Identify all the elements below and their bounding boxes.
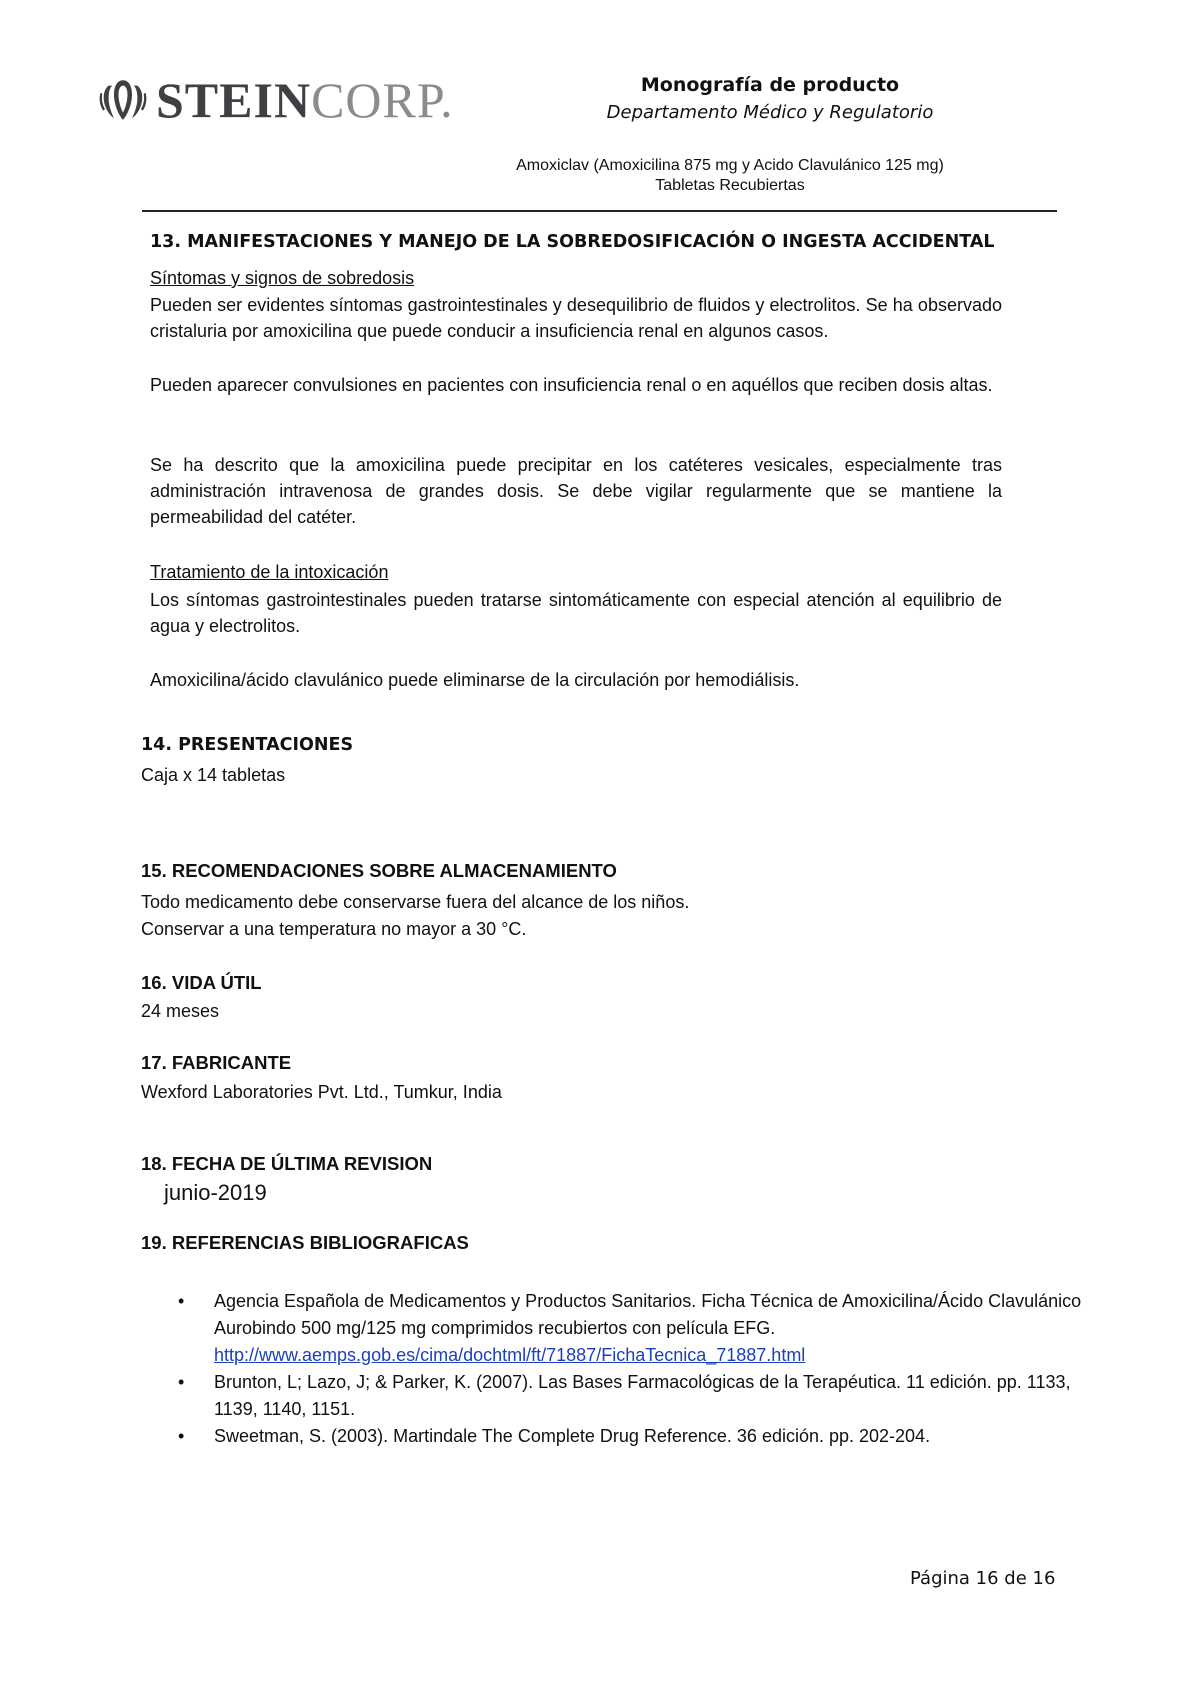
header-subtitle: Departamento Médico y Regulatorio [606,102,934,123]
reference-text: Agencia Española de Medicamentos y Productos Sanitarios. Ficha Técnica de Amoxicilina/Ácido Clavulánico Aurobindo 500 mg/125 mg comprimidos recubiertos con película EFG. [214,1291,1082,1338]
reference-text: Sweetman, S. (2003). Martindale The Complete Drug Reference. 36 edición. pp. 202-204. [214,1426,931,1446]
section-17-heading: 17. FABRICANTE [141,1052,292,1073]
references-list [178,1288,1098,1450]
logo-corp-text: CORP. [311,72,454,128]
section-13-paragraph-1: Pueden ser evidentes síntomas gastrointestinales y desequilibrio de fluidos y electrolitos. Se ha observado cristaluria por amoxicilina que puede conducir a insuficiencia renal en algunos casos. [150,295,1002,341]
section-14-heading: 14. PRESENTACIONES [141,735,354,755]
reference-link[interactable]: http://www.aemps.gob.es/cima/dochtml/ft/71887/FichaTecnica_71887.html [214,1345,806,1365]
logo-stein-text: STEIN [156,72,312,128]
product-form: Tabletas Recubiertas [655,177,805,194]
section-15-heading: 15. RECOMENDACIONES SOBRE ALMACENAMIENTO [141,860,617,881]
section-13-heading: 13. MANIFESTACIONES Y MANEJO DE LA SOBREDOSIFICACIÓN O INGESTA ACCIDENTAL [150,232,995,252]
section-13-paragraph-3: Se ha descrito que la amoxicilina puede precipitar en los catéteres vesicales, especialmente tras administración intravenosa de grandes dosis. Se debe vigilar regularmente que se mantiene la permeabilidad del catéter. [150,455,1002,527]
section-13-paragraph-2: Pueden aparecer convulsiones en pacientes con insuficiencia renal o en aquéllos que reciben dosis altas. [150,375,993,395]
section-13-paragraph-5: Amoxicilina/ácido clavulánico puede eliminarse de la circulación por hemodiálisis. [150,670,800,690]
header-divider [142,210,1057,212]
header-title: Monografía de producto [640,74,900,96]
section-17-text: Wexford Laboratories Pvt. Ltd., Tumkur, India [141,1082,502,1102]
section-19-heading: 19. REFERENCIAS BIBLIOGRAFICAS [141,1232,469,1253]
section-14-text: Caja x 14 tabletas [141,765,286,785]
reference-item [178,1369,1098,1423]
section-15-line-2: Conservar a una temperatura no mayor a 30 °C. [141,919,527,939]
section-16-heading: 16. VIDA ÚTIL [141,972,262,993]
product-name: Amoxiclav (Amoxicilina 875 mg y Acido Clavulánico 125 mg) [516,157,944,174]
reference-text: Brunton, L; Lazo, J; & Parker, K. (2007). Las Bases Farmacológicas de la Terapéutica. 11 edición. pp. 1133, 1139, 1140, 1151. [214,1372,1071,1419]
shell-logo-icon [96,73,150,127]
header-product [470,156,990,196]
section-15-line-1: Todo medicamento debe conservarse fuera del alcance de los niños. [141,892,690,912]
section-13-subheading-treatment: Tratamiento de la intoxicación [150,562,389,582]
reference-item [178,1423,1098,1450]
section-13-paragraph-4: Los síntomas gastrointestinales pueden tratarse sintomáticamente con especial atención al equilibrio de agua y electrolitos. [150,590,1002,636]
page-number: Página 16 de 16 [910,1568,1056,1589]
section-18-heading: 18. FECHA DE ÚLTIMA REVISION [141,1153,433,1174]
reference-item [178,1288,1098,1369]
section-16-text: 24 meses [141,1001,220,1021]
section-13-subheading-symptoms: Síntomas y signos de sobredosis [150,268,415,288]
revision-date: junio-2019 [164,1180,267,1205]
company-logo [96,70,454,130]
